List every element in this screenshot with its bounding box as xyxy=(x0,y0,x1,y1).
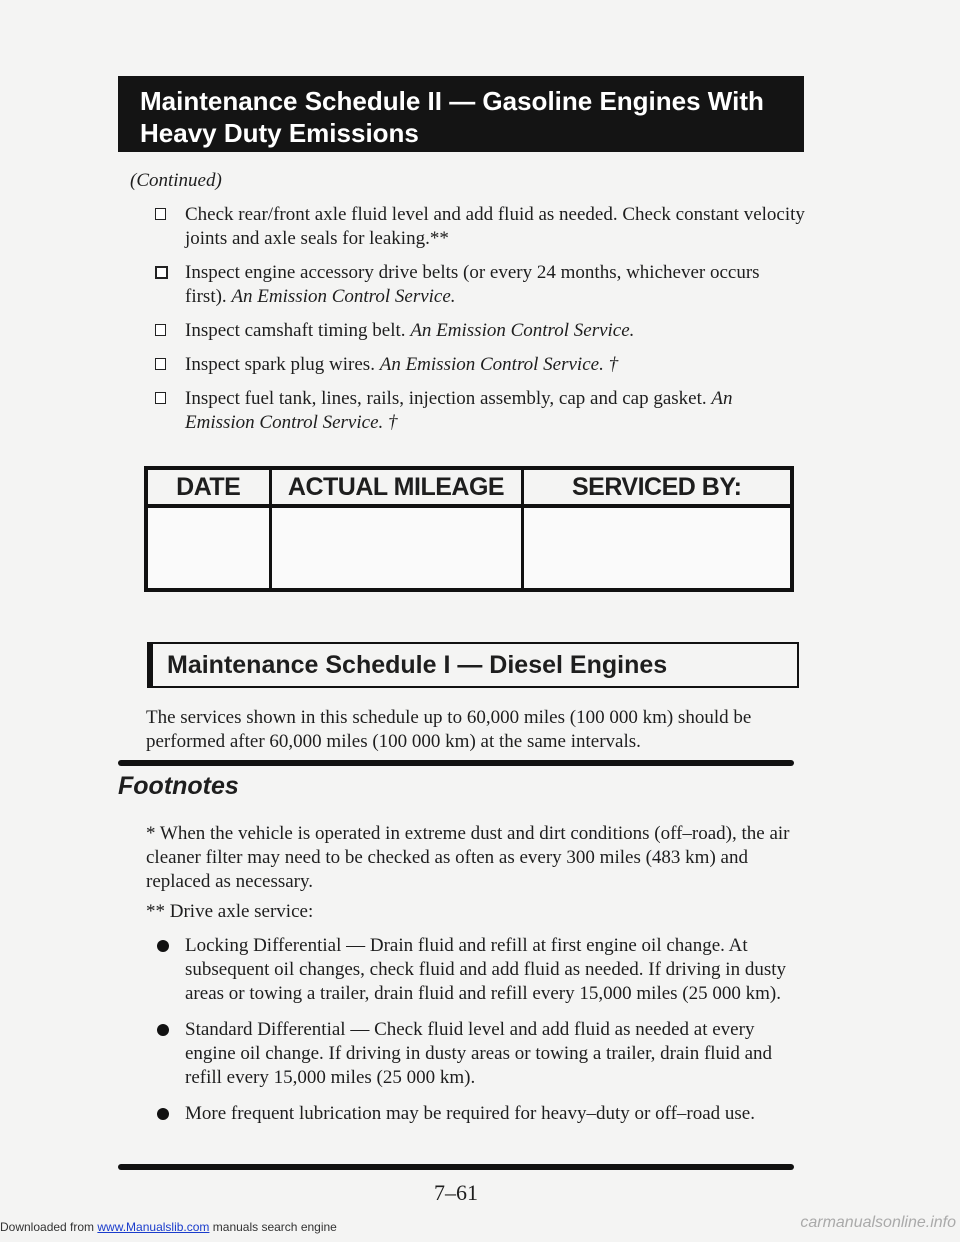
banner-title-line2: Heavy Duty Emissions xyxy=(140,118,419,148)
checklist-emphasis: An Emission Control Service. † xyxy=(185,388,733,433)
checklist-text: Inspect spark plug wires. xyxy=(185,354,380,375)
continued-label: (Continued) xyxy=(130,170,222,191)
checklist-text: Inspect camshaft timing belt. xyxy=(185,320,411,341)
checklist-item xyxy=(155,319,805,343)
checklist-item xyxy=(155,387,805,435)
page-number: 7–61 xyxy=(434,1180,478,1205)
header-serviced-by: SERVICED BY: xyxy=(522,468,792,506)
checklist-text: Inspect fuel tank, lines, rails, injection assembly, cap and cap gasket. xyxy=(185,388,712,409)
service-record-table xyxy=(144,466,794,592)
bullet-icon xyxy=(157,1024,169,1036)
list-item xyxy=(155,934,805,1006)
section-heading-diesel: Maintenance Schedule I — Diesel Engines xyxy=(147,642,799,688)
footnote-dust: * When the vehicle is operated in extreme dust and dirt conditions (off–road), the air cleaner filter may need to be checked as often as every 300 miles (483 km) and replaced as necessary. xyxy=(146,823,790,892)
drive-axle-bullets xyxy=(155,934,805,1138)
divider-rule xyxy=(118,760,794,766)
header-actual-mileage: ACTUAL MILEAGE xyxy=(270,468,522,506)
checklist-text: Inspect engine accessory drive belts (or every 24 months, whichever occurs first). xyxy=(185,262,760,307)
section-banner xyxy=(118,76,804,152)
mileage-cell[interactable] xyxy=(270,506,522,590)
bullet-text: More frequent lubrication may be required for heavy–duty or off–road use. xyxy=(185,1103,755,1124)
checklist-emphasis: An Emission Control Service. xyxy=(231,286,456,307)
date-cell[interactable] xyxy=(146,506,270,590)
checklist-text: Check rear/front axle fluid level and add fluid as needed. Check constant velocity joints and axle seals for leaking.** xyxy=(185,204,805,249)
checkbox-icon[interactable] xyxy=(155,358,166,370)
checklist-emphasis: An Emission Control Service. † xyxy=(379,354,619,375)
service-checklist xyxy=(155,203,805,445)
manualslib-link[interactable]: www.Manualslib.com xyxy=(97,1220,210,1234)
divider-rule xyxy=(118,1164,794,1170)
footnote-drive-axle: ** Drive axle service: xyxy=(146,901,314,922)
banner-title-line1: Maintenance Schedule II — Gasoline Engines With xyxy=(140,86,764,116)
checklist-item xyxy=(155,261,805,309)
footnotes-heading: Footnotes xyxy=(118,772,239,800)
bullet-icon xyxy=(157,940,169,952)
bullet-icon xyxy=(157,1108,169,1120)
download-credit xyxy=(0,1220,337,1234)
checklist-emphasis: An Emission Control Service. xyxy=(410,320,635,341)
checkbox-icon[interactable] xyxy=(155,392,166,404)
checklist-item xyxy=(155,203,805,251)
header-date: DATE xyxy=(146,468,270,506)
checkbox-icon[interactable] xyxy=(155,208,166,220)
diesel-paragraph: The services shown in this schedule up to 60,000 miles (100 000 km) should be performed after 60,000 miles (100 000 km) at the same intervals. xyxy=(146,707,752,752)
credit-prefix: Downloaded from xyxy=(0,1220,98,1234)
checklist-item xyxy=(155,353,805,377)
table-row xyxy=(146,506,792,590)
checkbox-icon[interactable] xyxy=(155,266,168,279)
watermark-text: carmanualsonline.info xyxy=(800,1214,956,1231)
serviced-by-cell[interactable] xyxy=(522,506,792,590)
bullet-text: Locking Differential — Drain fluid and refill at first engine oil change. At subsequent oil changes, check fluid and add fluid as needed. If driving in dusty areas or towing a trailer, drain fluid and refill every 15,000 miles (25 000 km). xyxy=(185,935,786,1004)
checkbox-icon[interactable] xyxy=(155,324,166,336)
list-item xyxy=(155,1018,805,1090)
list-item xyxy=(155,1102,805,1126)
credit-suffix: manuals search engine xyxy=(209,1220,337,1234)
bullet-text: Standard Differential — Check fluid level and add fluid as needed at every engine oil change. If driving in dusty areas or towing a trailer, drain fluid and refill every 15,000 miles (25 000 km). xyxy=(185,1019,773,1088)
table-header-row xyxy=(146,468,792,506)
